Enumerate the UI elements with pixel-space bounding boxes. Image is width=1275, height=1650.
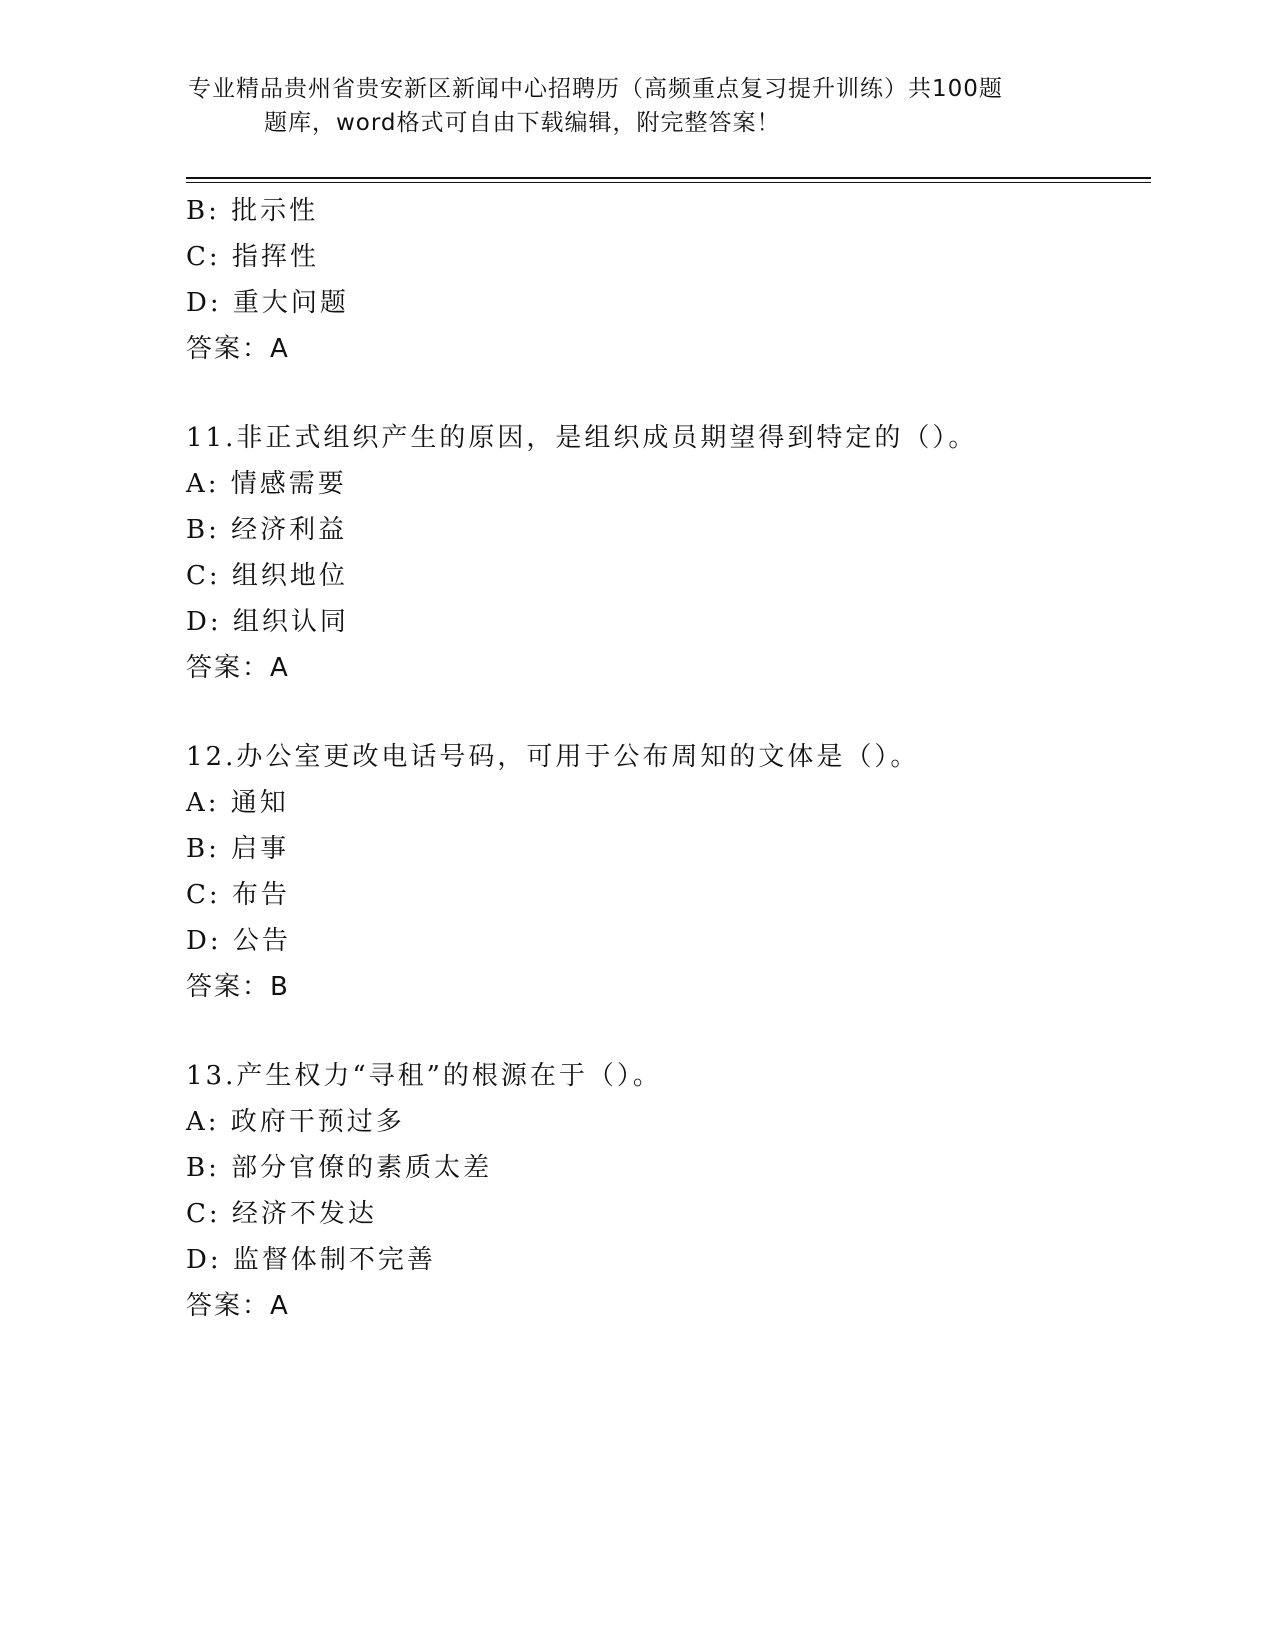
answer-line: 答案：A [186, 1291, 290, 1321]
option-d: D: 组织认同 [186, 607, 349, 637]
option-d: D: 公告 [186, 926, 291, 956]
question-stem: 11.非正式组织产生的原因，是组织成员期望得到特定的（）。 [186, 423, 978, 453]
header-title-line-1: 专业精品贵州省贵安新区新闻中心招聘历（高频重点复习提升训练）共100题 [188, 76, 1003, 102]
question-list [186, 188, 1146, 1329]
answer-line: 答案：A [186, 653, 290, 683]
document-header [188, 72, 1068, 140]
option-b: B: 批示性 [186, 196, 319, 226]
option-a: A: 政府干预过多 [186, 1107, 405, 1137]
question-spacer [186, 691, 1146, 734]
option-c: C: 经济不发达 [186, 1199, 377, 1229]
option-b: B: 启事 [186, 834, 290, 864]
question-spacer [186, 372, 1146, 415]
question-stem: 13.产生权力“寻租”的根源在于（）。 [186, 1061, 662, 1091]
option-b: B: 经济利益 [186, 515, 348, 545]
question-block-prev [186, 188, 1146, 372]
answer-line: 答案：B [186, 972, 290, 1002]
header-title-line-2: 题库，word格式可自由下载编辑，附完整答案！ [264, 110, 781, 136]
header-divider-thin [186, 182, 1151, 183]
question-stem: 12.办公室更改电话号码，可用于公布周知的文体是（）。 [186, 742, 920, 772]
question-spacer [186, 1010, 1146, 1053]
option-d: D: 监督体制不完善 [186, 1245, 436, 1275]
header-divider-thick [186, 177, 1151, 179]
question-block-13 [186, 1053, 1146, 1329]
question-block-11 [186, 415, 1146, 691]
question-block-12 [186, 734, 1146, 1010]
option-c: C: 指挥性 [186, 242, 319, 272]
option-b: B: 部分官僚的素质太差 [186, 1153, 493, 1183]
option-d: D: 重大问题 [186, 288, 349, 318]
answer-line: 答案：A [186, 334, 290, 364]
option-a: A: 情感需要 [186, 469, 347, 499]
option-c: C: 组织地位 [186, 561, 348, 591]
option-a: A: 通知 [186, 788, 289, 818]
option-c: C: 布告 [186, 880, 290, 910]
